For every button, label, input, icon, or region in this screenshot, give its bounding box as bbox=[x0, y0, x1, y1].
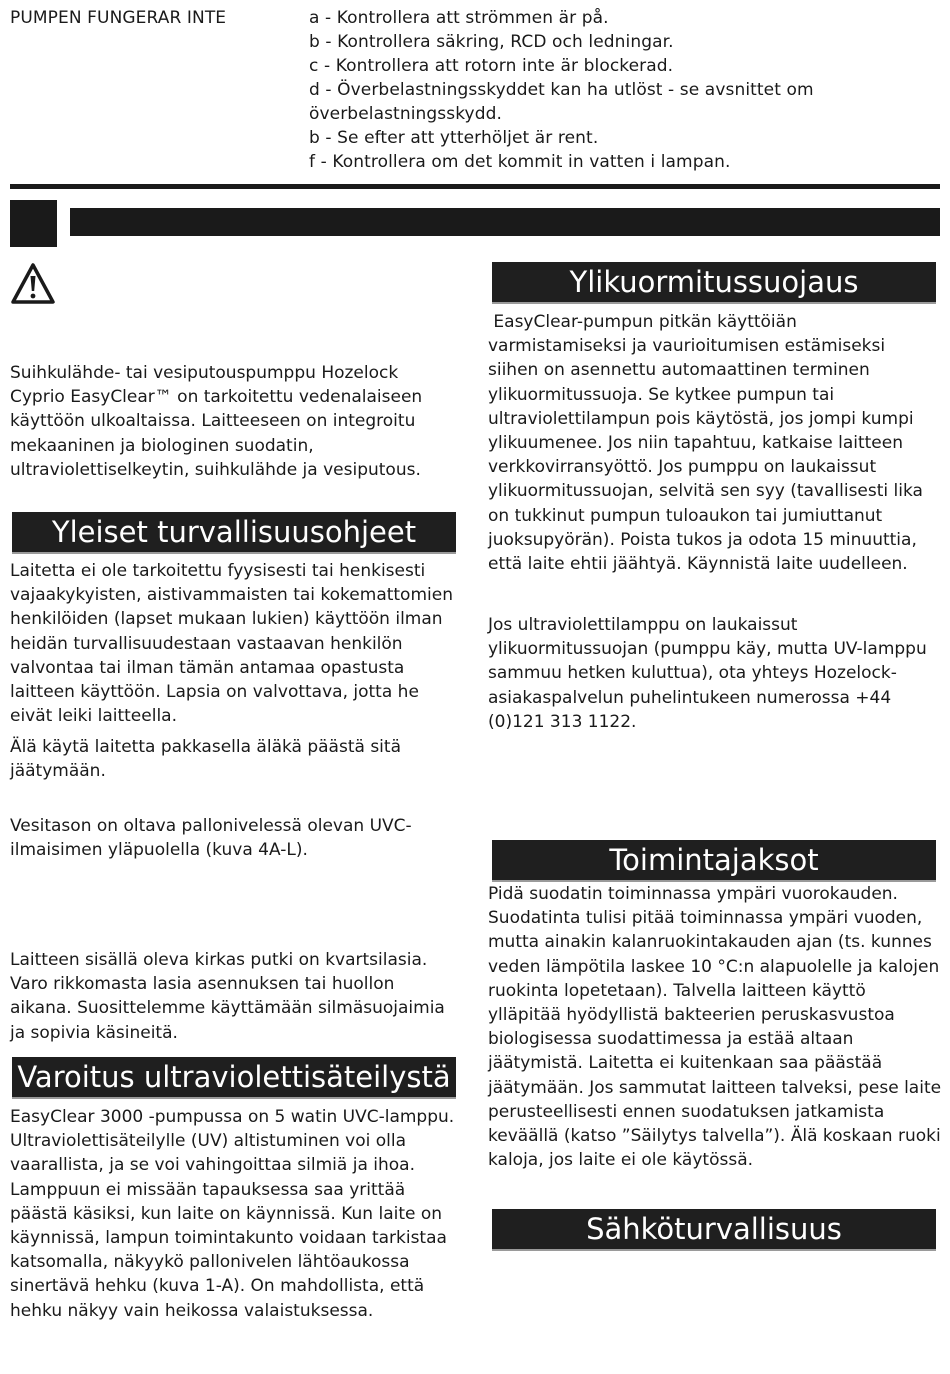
overload-paragraph-2: Jos ultraviolettilamppu on laukaissut ylikuormitussuojan (pumppu käy, mutta UV-lamppu sammuu hetken kuluttua), ota yhteys Hozelock-asiakaspalvelun puhelintukeen numerossa +44 (0)121 313 1122. bbox=[488, 615, 927, 732]
troubleshoot-item: b - Se efter att ytterhöljet är rent. bbox=[309, 128, 599, 148]
troubleshoot-item: b - Kontrollera säkring, RCD och ledningar. bbox=[309, 32, 674, 52]
troubleshoot-item: c - Kontrollera att rotorn inte är blockerad. bbox=[309, 56, 674, 76]
safety-paragraph-4: Laitteen sisällä oleva kirkas putki on kvartsilasia. Varo rikkomasta lasia asennuksen tai huollon aikana. Suosittelemme käyttämään silmäsuojaimia ja sopivia käsineitä. bbox=[10, 950, 445, 1043]
safety-paragraph-2: Älä käytä laitetta pakkasella äläkä päästä sitä jäätymään. bbox=[10, 737, 401, 782]
safety-paragraph-3: Vesitason on oltava pallonivelessä olevan UVC-ilmaisimen yläpuolella (kuva 4A-L). bbox=[10, 816, 412, 861]
troubleshoot-list bbox=[309, 6, 814, 174]
overload-heading: Ylikuormitussuojaus bbox=[492, 262, 936, 304]
section-header-bar bbox=[70, 208, 940, 236]
uv-paragraph: EasyClear 3000 -pumpussa on 5 watin UVC-lamppu. Ultraviolettisäteilylle (UV) altistuminen voi olla vaarallista, ja se voi vahingoittaa silmiä ja ihoa. Lamppuun ei missään tapauksessa saa yrittää päästä käsiksi, kun laite on käynnissä. Kun laite on käynnissä, lampun toimintakunto voidaan tarkistaa katsomalla, näkyykö pallonivelen lähtöaukossa sinertävä hehku (kuva 1-A). On mahdollista, että hehku näkyy vain heikossa valaistuksessa. bbox=[10, 1107, 455, 1321]
uv-warning-heading: Varoitus ultraviolettisäteilystä bbox=[12, 1057, 456, 1099]
safety-paragraph-1: Laitetta ei ole tarkoitettu fyysisesti tai henkisesti vajaakykyisten, aistivammaisten tai kokemattomien henkilöiden (lapset mukaan lukien) käyttöön ilman heidän turvallisuudestaan vastaavan henkilön valvontaa tai ilman tämän antamaa opastusta laitteen käyttöön. Lapsia on valvottava, jotta he eivät leiki laitteella. bbox=[10, 561, 453, 727]
overload-paragraph-1: EasyClear-pumpun pitkän käyttöiän varmistamiseksi ja vaurioitumisen estämiseksi siihen on asennettu automaattinen terminen ylikuormitussuoja. Se kytkee pumpun tai ultraviolettilampun pois käytöstä, jos jompi kumpi ylikuumenee. Jos niin tapahtuu, katkaise laitteen verkkovirransyöttö. Jos pumppu on laukaissut ylikuormitussuojan, selvitä sen syy (tavallisesti lika on tukkinut pumpun tuloaukon tai jumiuttanut juoksupyörän). Poista tukos ja odota 15 minuuttia, että laite ehtii jäähtyä. Käynnistä laite uudelleen. bbox=[488, 312, 929, 575]
intro-paragraph: Suihkulähde- tai vesiputouspumppu Hozelock Cyprio EasyClear™ on tarkoitettu vedenalaiseen käyttöön ulkoaltaissa. Laitteeseen on integroitu mekaaninen ja biologinen suodatin, ultraviolettiselkeytin, suihkulähde ja vesiputous. bbox=[10, 363, 423, 480]
electrical-safety-heading: Sähköturvallisuus bbox=[492, 1209, 936, 1251]
language-tab-block bbox=[10, 200, 57, 247]
operation-paragraph: Pidä suodatin toiminnassa ympäri vuorokauden. Suodatinta tulisi pitää toiminnassa ympäri vuoden, mutta ainakin kalanruokintakauden ajan (ts. kunnes veden lämpötila laskee 10 °C:n alapuolelle ja kalojen ruokinta lopetetaan). Talvella laitteen käyttö ylläpitää hyödyllistä bakteerien peruskasvustoa biologisessa suodattimessa ja estää altaan jäätymistä. Laitetta ei kuitenkaan saa päästää jäätymään. Jos sammutat laitteen talveksi, pese laite perusteellisesti ennen suodatuksen jatkamista keväällä (katso ”Säilytys talvella”). Älä koskaan ruoki kaloja, jos laite ei ole käytössä. bbox=[488, 884, 942, 1171]
warning-icon bbox=[10, 262, 56, 306]
safety-heading: Yleiset turvallisuusohjeet bbox=[12, 512, 456, 554]
troubleshoot-item: a - Kontrollera att strömmen är på. bbox=[309, 8, 609, 28]
troubleshoot-item: f - Kontrollera om det kommit in vatten i lampan. bbox=[309, 152, 731, 172]
troubleshoot-item: d - Överbelastningsskyddet kan ha utlöst - se avsnittet om bbox=[309, 80, 814, 100]
operation-heading: Toimintajaksot bbox=[492, 840, 936, 882]
troubleshoot-item: överbelastningsskydd. bbox=[309, 104, 502, 124]
troubleshoot-label: PUMPEN FUNGERAR INTE bbox=[10, 8, 227, 28]
divider-rule bbox=[10, 184, 940, 189]
